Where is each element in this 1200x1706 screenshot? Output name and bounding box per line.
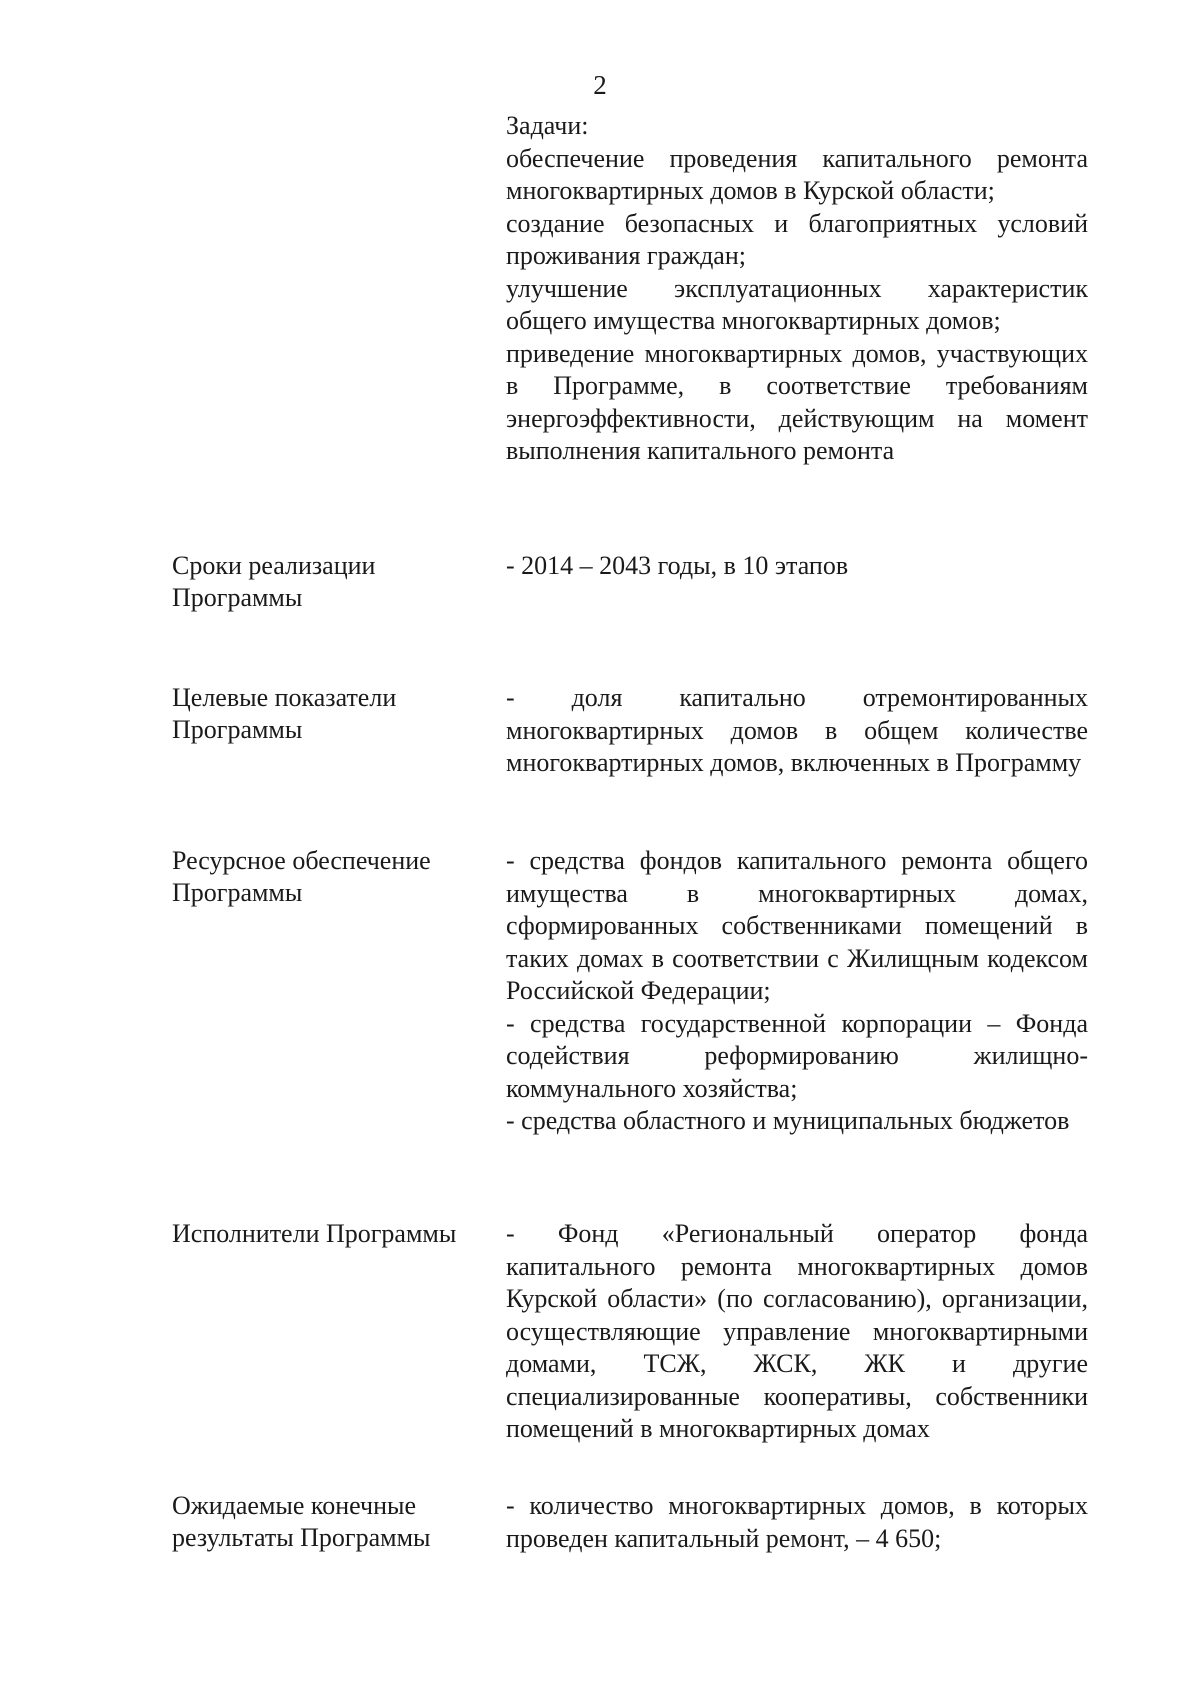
row-label-results: Ожидаемые конечные результаты Программы — [172, 1491, 431, 1552]
row-content-timeframe — [506, 550, 1088, 583]
row-paragraph: - средства областного и муниципальных бюджетов — [506, 1106, 1070, 1135]
row-label-timeframe: Сроки реализации Программы — [172, 551, 376, 612]
row-content-executors — [506, 1218, 1088, 1446]
row-content-targets — [506, 682, 1088, 780]
task-item: приведение многоквартирных домов, участвующих в Программе, в соответствие требованиям энергоэффективности, действующим на момент выполнения капитального ремонта — [506, 338, 1088, 465]
row-paragraph: - количество многоквартирных домов, в которых проведен капитальный ремонт, – 4 650; — [506, 1491, 1088, 1553]
task-item: создание безопасных и благоприятных условий проживания граждан; — [506, 208, 1088, 270]
row-paragraph: - средства фондов капитального ремонта общего имущества в многоквартирных домах, сформированных собственниками помещений в таких домах в соответствии с Жилищным кодексом Российской Федерации; — [506, 846, 1088, 1005]
row-label-resources: Ресурсное обеспечение Программы — [172, 846, 431, 907]
row-label-executors: Исполнители Программы — [172, 1219, 457, 1248]
row-paragraph: - доля капитально отремонтированных многоквартирных домов в общем количестве многоквартирных домов, включенных в Программу — [506, 683, 1088, 777]
tasks-title: Задачи: — [506, 111, 589, 140]
page-number: 2 — [593, 70, 607, 100]
row-paragraph: - средства государственной корпорации – Фонда содействия реформированию жилищно-коммунального хозяйства; — [506, 1008, 1088, 1103]
row-paragraph: - Фонд «Региональный оператор фонда капитального ремонта многоквартирных домов Курской области» (по согласованию), организации, осуществляющие управление многоквартирными домами, ТСЖ, ЖСК, ЖК и другие специализированные кооперативы, собственники помещений в многоквартирных домах — [506, 1219, 1088, 1443]
task-item: обеспечение проведения капитального ремонта многоквартирных домов в Курской области; — [506, 143, 1088, 205]
row-paragraph: - 2014 – 2043 годы, в 10 этапов — [506, 551, 849, 580]
row-label-targets: Целевые показатели Программы — [172, 683, 397, 744]
task-item: улучшение эксплуатационных характеристик общего имущества многоквартирных домов; — [506, 273, 1088, 335]
row-content-results — [506, 1490, 1088, 1555]
row-content-resources — [506, 845, 1088, 1138]
tasks-section — [506, 110, 1088, 468]
